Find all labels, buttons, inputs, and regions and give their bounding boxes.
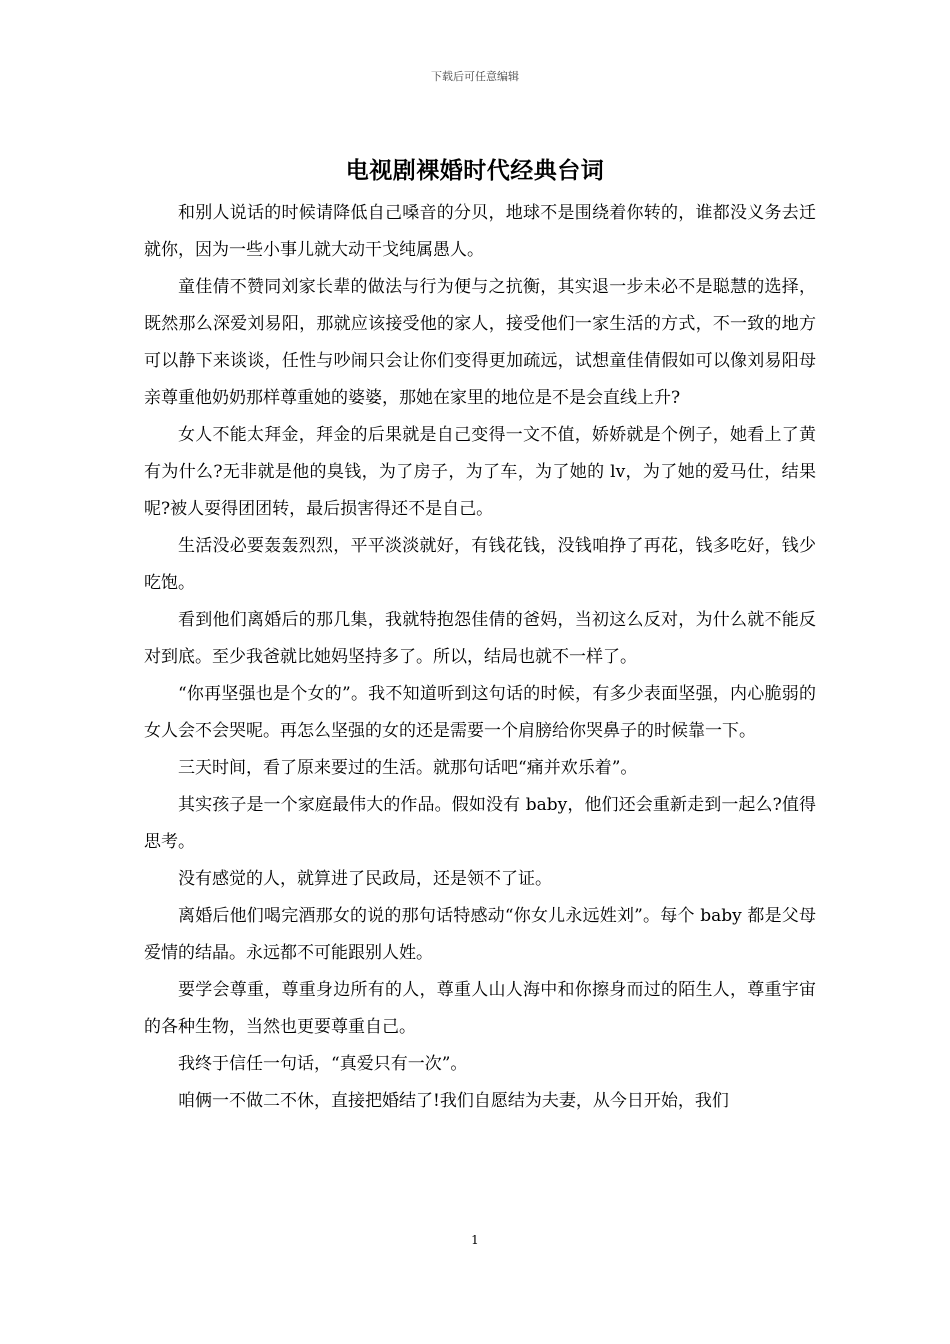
paragraph: 童佳倩不赞同刘家长辈的做法与行为便与之抗衡，其实退一步未必不是聪慧的选择，既然那么深爱刘易阳，那就应该接受他的家人，接受他们一家生活的方式，不一致的地方可以静下来谈谈，任性与吵闹只会让你们变得更加疏远，试想童佳倩假如可以像刘易阳母亲尊重他奶奶那样尊重她的婆婆，那她在家里的地位是不是会直线上升?	[144, 277, 816, 408]
paragraph: 要学会尊重，尊重身边所有的人，尊重人山人海中和你擦身而过的陌生人，尊重宇宙的各种生物，当然也更要尊重自己。	[144, 980, 816, 1037]
paragraph: “你再坚强也是个女的”。我不知道听到这句话的时候，有多少表面坚强，内心脆弱的女人会不会哭呢。再怎么坚强的女的还是需要一个肩膀给你哭鼻子的时候靠一下。	[144, 684, 816, 741]
page-number: 1	[471, 1233, 479, 1247]
paragraph: 女人不能太拜金，拜金的后果就是自己变得一文不值，娇娇就是个例子，她看上了黄有为什么?无非就是他的臭钱，为了房子，为了车，为了她的 lv，为了她的爱马仕，结果呢?被人耍得团团转，最后损害得还不是自己。	[144, 425, 816, 519]
paragraph: 看到他们离婚后的那几集，我就特抱怨佳倩的爸妈，当初这么反对，为什么就不能反对到底。至少我爸就比她妈坚持多了。所以，结局也就不一样了。	[144, 610, 816, 667]
document-body	[144, 195, 816, 1120]
paragraph: 和别人说话的时候请降低自己嗓音的分贝，地球不是围绕着你转的，谁都没义务去迁就你，因为一些小事儿就大动干戈纯属愚人。	[144, 203, 816, 260]
paragraph: 生活没必要轰轰烈烈，平平淡淡就好，有钱花钱，没钱咱挣了再花，钱多吃好，钱少吃饱。	[144, 536, 816, 593]
paragraph: 没有感觉的人，就算进了民政局，还是领不了证。	[178, 869, 552, 889]
paragraph: 我终于信任一句话，“真爱只有一次”。	[178, 1054, 468, 1074]
paragraph: 离婚后他们喝完酒那女的说的那句话特感动“你女儿永远姓刘”。每个 baby 都是父母爱情的结晶。永远都不可能跟别人姓。	[144, 906, 816, 963]
header-note: 下载后可任意编辑	[431, 70, 519, 83]
paragraph: 咱俩一不做二不休，直接把婚结了!我们自愿结为夫妻，从今日开始，我们	[178, 1091, 729, 1111]
document-title: 电视剧裸婚时代经典台词	[345, 158, 605, 184]
paragraph: 其实孩子是一个家庭最伟大的作品。假如没有 baby，他们还会重新走到一起么?值得思考。	[144, 795, 816, 852]
paragraph: 三天时间，看了原来要过的生活。就那句话吧“痛并欢乐着”。	[178, 758, 638, 778]
